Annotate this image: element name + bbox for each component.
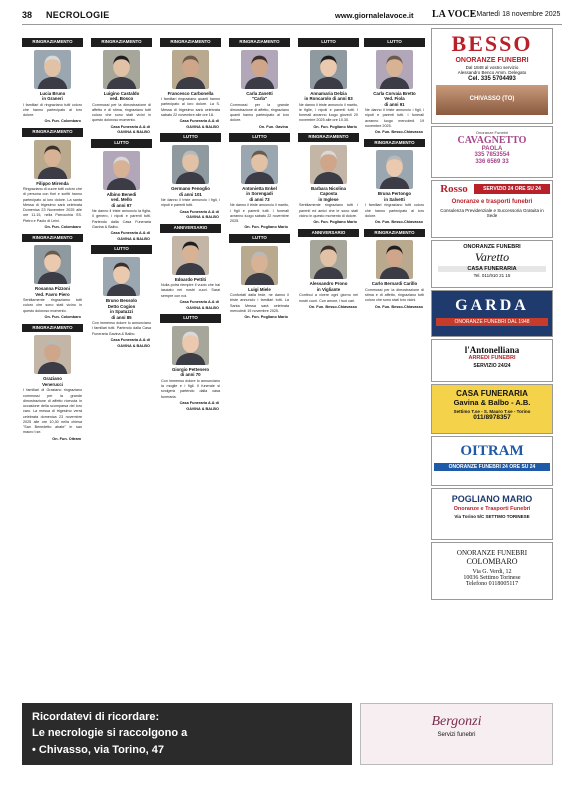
funeral-home-signature: Casa Funeraria A.& di GAVINA & BALBO	[110, 337, 150, 348]
notice-ringraziamento	[22, 234, 83, 321]
funeral-home-signature: On. Fun. Colombaro	[44, 224, 81, 229]
ad-antonelliana: l'Antonelliana ARREDI FUNEBRI SERVIZIO 24/24	[431, 339, 553, 382]
notice-type: ANNIVERSARIO	[298, 229, 359, 238]
deceased-name: Filippo Mirenda	[36, 180, 69, 186]
notice-text: Confortati dalla fede, ne danno il triste annuncio i familiari tutti. La Santa Messa sarà celebrata mercoledì 19 novembre 2025.	[230, 293, 289, 313]
funeral-home-signature: On. Fun. Oitram	[52, 436, 81, 441]
funeral-home-signature: On. Fun. Colombaro	[44, 314, 81, 319]
notice-text: Nulla potrà riempire il vuoto che hai lasciato nei nostri cuori. Sarai sempre con noi.	[161, 283, 220, 298]
notice-text: Ringraziano di cuore tutti coloro che di persona con fiori e scritti hanno partecipato al loro dolore. La santa Messa di trigesimo sarà celebrata Domenica 23 Novembre 2025 alle ore 11.15, nella Parrocchia SS. Pietro e Paolo di Leinì.	[23, 187, 82, 223]
funeral-home-signature: Casa Funeraria A.& di GAVINA & BALBO	[179, 119, 219, 129]
notice-type: LUTTO	[229, 234, 290, 243]
portrait-photo	[241, 246, 278, 285]
portrait-photo	[34, 245, 71, 284]
notice-type: LUTTO	[160, 314, 221, 323]
notice-ringraziamento	[229, 38, 290, 130]
deceased-name: Alessandro Prono in Vigliante	[309, 281, 348, 292]
notice-type: LUTTO	[91, 245, 152, 254]
portrait-photo	[172, 50, 209, 89]
deceased-name: Lucia Bruno in Graneri	[39, 90, 66, 102]
deceased-name: Carla Zanetti "Carla"	[246, 90, 273, 102]
notice-type: RINGRAZIAMENTO	[22, 234, 83, 243]
notice-type: RINGRAZIAMENTO	[91, 38, 152, 47]
notice-type: RINGRAZIAMENTO	[298, 133, 359, 142]
notice-ringraziamento	[22, 324, 83, 443]
notice-text: I familiari ringraziano tutti coloro che hanno partecipato al loro dolore.	[365, 203, 424, 218]
portrait-photo	[34, 50, 71, 89]
portrait-photo	[310, 145, 347, 184]
notice-text: Ne danno il triste annuncio il marito, le figlie, i nipoti e parenti tutti. I funerali avranno luogo giovedì 20 novembre 2025 alle ore 10.30.	[299, 102, 358, 123]
ad-oitram: OITRAM ONORANZE FUNEBRI 24 ORE SU 24	[431, 436, 553, 486]
deceased-name: Annamaria Delzia in Roncarolo di anni 83	[304, 90, 353, 102]
notice-text: Ne danno il triste annuncio i figli, i nipoti e parenti tutti.	[161, 198, 220, 208]
notice-text: Ne danno il triste annuncio i figli, i nipoti e parenti tutti. I funerali avranno luogo mercoledì 19 novembre 2025.	[365, 108, 424, 128]
notice-lutto	[298, 38, 359, 130]
portrait-photo	[241, 145, 278, 184]
deceased-name: Albino Benedi ved. Mello di anni 97	[106, 191, 137, 208]
ad-varetto: ONORANZE FUNEBRI Varetto CASA FUNERARIA Tel. 011/910 21 15	[431, 240, 553, 288]
notice-type: LUTTO	[160, 133, 221, 142]
deceased-name: Luigino Castaldo ved. Bosco	[103, 90, 140, 102]
ad-cavagnetto: Onoranze Funebri CAVAGNETTO PAOLA 335 7853554 336 6569 33	[431, 126, 553, 178]
deceased-name: Luigi Miele	[248, 286, 271, 292]
deceased-name: Carla Corvaia Bretto Ved. Fiola di anni 91	[373, 90, 416, 107]
funeral-home-signature: Casa Funeraria A.& di GAVINA & BALBO	[110, 124, 150, 135]
deceased-name: Francesco Carbonella	[167, 90, 214, 96]
notice-lutto	[160, 314, 221, 412]
ad-rosso: Rosso SERVIZIO 24 ORE SU 24 Onoranze e trasporti funebri Consulenza Previdenziale e Successoria Gratuita in Sede	[431, 180, 553, 238]
notice-anniversario	[298, 229, 359, 311]
portrait-photo	[172, 145, 209, 184]
deceased-name: Barbara Nicolina Caposta in Inglese	[311, 185, 346, 202]
notice-type: RINGRAZIAMENTO	[22, 38, 83, 47]
ads-rail	[431, 28, 553, 692]
notice-type: LUTTO	[91, 139, 152, 148]
notice-text: Con immenso dolore lo annunciano la moglie e i figli. Il funerale si svolgerà partendo dalla casa funeraria.	[161, 378, 220, 399]
funeral-home-signature: On. Fun. Pogliano Mario	[313, 220, 357, 225]
notice-text: Commossi per la dimostrazione di stima e di affetto, ringraziano tutti coloro che sono stati loro vicini.	[365, 287, 424, 303]
notice-type: LUTTO	[298, 38, 359, 47]
portrait-photo	[34, 140, 71, 179]
portrait-photo	[103, 151, 140, 190]
issue-date: • Martedì 18 novembre 2025	[472, 11, 561, 18]
funeral-home-signature: Casa Funeraria A.& di GAVINA & BALBO	[179, 209, 219, 220]
funeral-home-signature: On. Fun. Colombaro	[44, 119, 81, 124]
portrait-photo	[376, 150, 413, 189]
deceased-name: Giorgio Pettenero di anni 70	[171, 366, 210, 378]
notice-anniversario	[160, 224, 221, 311]
deceased-name: Antonietta Enkel in Sorengadi di anni 73	[242, 185, 277, 202]
notice-text: Ne danno il triste annuncio il marito, i figli e parenti tutti. I funerali avranno luogo sabato 22 novembre 2025.	[230, 203, 289, 224]
notice-ringraziamento	[160, 38, 221, 130]
deceased-name: Edoardo Pettiti	[174, 276, 207, 282]
column-2	[91, 38, 152, 352]
notice-text: I familiari di ringraziano tutti coloro che hanno partecipato al loro dolore.	[23, 102, 82, 118]
paper-name: LA VOCE	[432, 9, 477, 20]
deceased-name: Graziano Venerucci	[42, 376, 63, 387]
notice-lutto	[91, 245, 152, 349]
portrait-photo	[310, 240, 347, 279]
site-url: www.giornalelavoce.it	[335, 11, 414, 20]
funeral-home-signature: On. Fun. Pogliano Mario	[244, 315, 288, 320]
notice-text: I familiari di Graziano ringraziano commossi per la grande dimostrazione di affetto ricevuta in occasione della scomparsa del loro caro. La messa di trigesimo verrà celebrata domenica 23 novembre 2025 alle ore 10,30 nella chiesa "San Benedetto abate" in san mauro t.se.	[23, 388, 82, 435]
ad-gavina-balbo: CASA FUNERARIA Gavina & Balbo - A.B. Settimo T.se - S. Mauro T.se - Torino 011/8978357	[431, 384, 553, 434]
notice-text: Con immenso dolore lo annunciano i familiari tutti. Partendo dalla Casa Funeraria Gavina & Balbo.	[92, 321, 151, 336]
bottom-strip	[22, 703, 553, 765]
funeral-home-signature: Casa Funeraria A.& di GAVINA & BALBO	[179, 400, 219, 411]
column-6	[364, 38, 425, 313]
funeral-home-signature: On. Fun. Gavina	[258, 124, 288, 129]
notice-text: I familiari ringraziano quanti hanno partecipato al loro dolore. La S. Messa di trigesimo sarà celebrata sabato 22 novembre alle ore 18.	[161, 97, 220, 117]
notice-ringraziamento	[91, 38, 152, 136]
collection-banner: Ricordatevi di ricordare: Le necrologie si raccolgono a • Chivasso, via Torino, 47	[22, 703, 352, 765]
ad-bergonzi: Bergonzi Servizi funebri	[360, 703, 553, 765]
notice-type: RINGRAZIAMENTO	[160, 38, 221, 47]
portrait-photo	[103, 50, 140, 89]
funeral-home-signature: On. Fun. Pogliano Mario	[244, 225, 288, 230]
section-title: NECROLOGIE	[46, 10, 110, 20]
notice-type: LUTTO	[364, 38, 425, 47]
funeral-home-signature: On. Fun. Besso-Chiavasso	[374, 220, 423, 225]
notice-ringraziamento	[22, 128, 83, 231]
column-1	[22, 38, 83, 445]
notice-text: Ne danno il triste annuncio la figlia, il genero, i nipoti e parenti tutti. Partendo dalla Casa Funeraria Gavina & Balbo.	[92, 209, 151, 229]
ad-colombaro: ONORANZE FUNEBRI COLOMBARO Via G. Verdi, 12 10036 Settimo Torinese Telefono 0118005117	[431, 542, 553, 600]
notice-text: Commossi per la grande dimostrazione di affetto, ringraziano quanti hanno partecipato al loro dolore.	[230, 102, 289, 123]
notice-type: RINGRAZIAMENTO	[22, 324, 83, 333]
notice-text: Sentitamente ringraziamo tutti coloro che sono stati vicino in questo doloroso momento.	[23, 298, 82, 313]
deceased-name: Germano Fenoglio di anni 101	[171, 186, 210, 197]
funeral-home-signature: On. Fun. Besso-Chiavasso	[308, 304, 357, 309]
portrait-photo	[310, 50, 347, 89]
notice-lutto	[364, 38, 425, 136]
portrait-photo	[172, 326, 209, 365]
ad-besso: BESSO ONORANZE FUNEBRI Dal 1848 al vostro servizio Alessandro Benco Amm. Delegato Cel. 335 5704493 CHIVASSO (TO)	[431, 28, 553, 124]
notice-ringraziamento	[22, 38, 83, 125]
deceased-name: Rosanna Pizzoni Ved. Favro Piero	[35, 286, 70, 297]
notice-type: RINGRAZIAMENTO	[22, 128, 83, 137]
notice-type: LUTTO	[229, 133, 290, 142]
page-header	[22, 9, 562, 25]
notice-lutto	[229, 234, 290, 321]
deceased-name: Carlo Bernardi Carillo	[371, 281, 418, 287]
notice-text: Sentitamente ringraziano tutti i parenti ed amici che le sono stati vicino in questo momento di dolore.	[299, 203, 358, 218]
funeral-home-signature: On. Fun. Besso-Chiavasso	[374, 130, 423, 135]
portrait-photo	[172, 236, 209, 275]
funeral-home-signature: On. Fun. Pogliano Mario	[313, 124, 357, 129]
ad-garda: GARDA ONORANZE FUNEBRI DAL 1948	[431, 290, 553, 337]
notice-lutto	[229, 133, 290, 231]
funeral-home-signature: On. Fun. Besso-Chiavasso	[374, 304, 423, 309]
notice-type: RINGRAZIAMENTO	[229, 38, 290, 47]
notice-lutto	[91, 139, 152, 242]
notice-ringraziamento	[364, 139, 425, 226]
notice-ringraziamento	[364, 229, 425, 311]
notice-text: Continui a vivere ogni giorno nei nostri cuori. Con amore, i tuoi cari.	[299, 293, 358, 303]
portrait-photo	[376, 50, 413, 89]
notice-lutto	[160, 133, 221, 220]
notice-type: ANNIVERSARIO	[160, 224, 221, 233]
notice-ringraziamento	[298, 133, 359, 226]
page-number: 38	[22, 10, 33, 20]
portrait-photo	[241, 50, 278, 89]
portrait-photo	[103, 257, 140, 296]
portrait-photo	[34, 335, 71, 374]
deceased-name: Bruno Bessolo Detto Cogion in Spatuzzi di anni 85	[105, 298, 138, 320]
funeral-home-signature: Casa Funeraria A.& di GAVINA & BALBO	[110, 231, 150, 241]
column-5	[298, 38, 359, 314]
column-3	[160, 38, 221, 415]
notice-type: RINGRAZIAMENTO	[364, 139, 425, 148]
funeral-home-signature: Casa Funeraria A.& di GAVINA & BALBO	[179, 299, 219, 310]
notice-text: Commossi per la dimostrazione di affetto e di stima, ringraziano tutti coloro che sono stati vicini in questo doloroso momento.	[92, 102, 151, 123]
deceased-name: Bruna Pertongo in Salvetti	[377, 191, 412, 202]
notice-type: RINGRAZIAMENTO	[364, 229, 425, 238]
column-4	[229, 38, 290, 324]
portrait-photo	[376, 240, 413, 279]
ad-pogliano: POGLIANO MARIO Onoranze e Trasporti Funebri Via Torino 5/C SETTIMO TORINESE	[431, 488, 553, 540]
